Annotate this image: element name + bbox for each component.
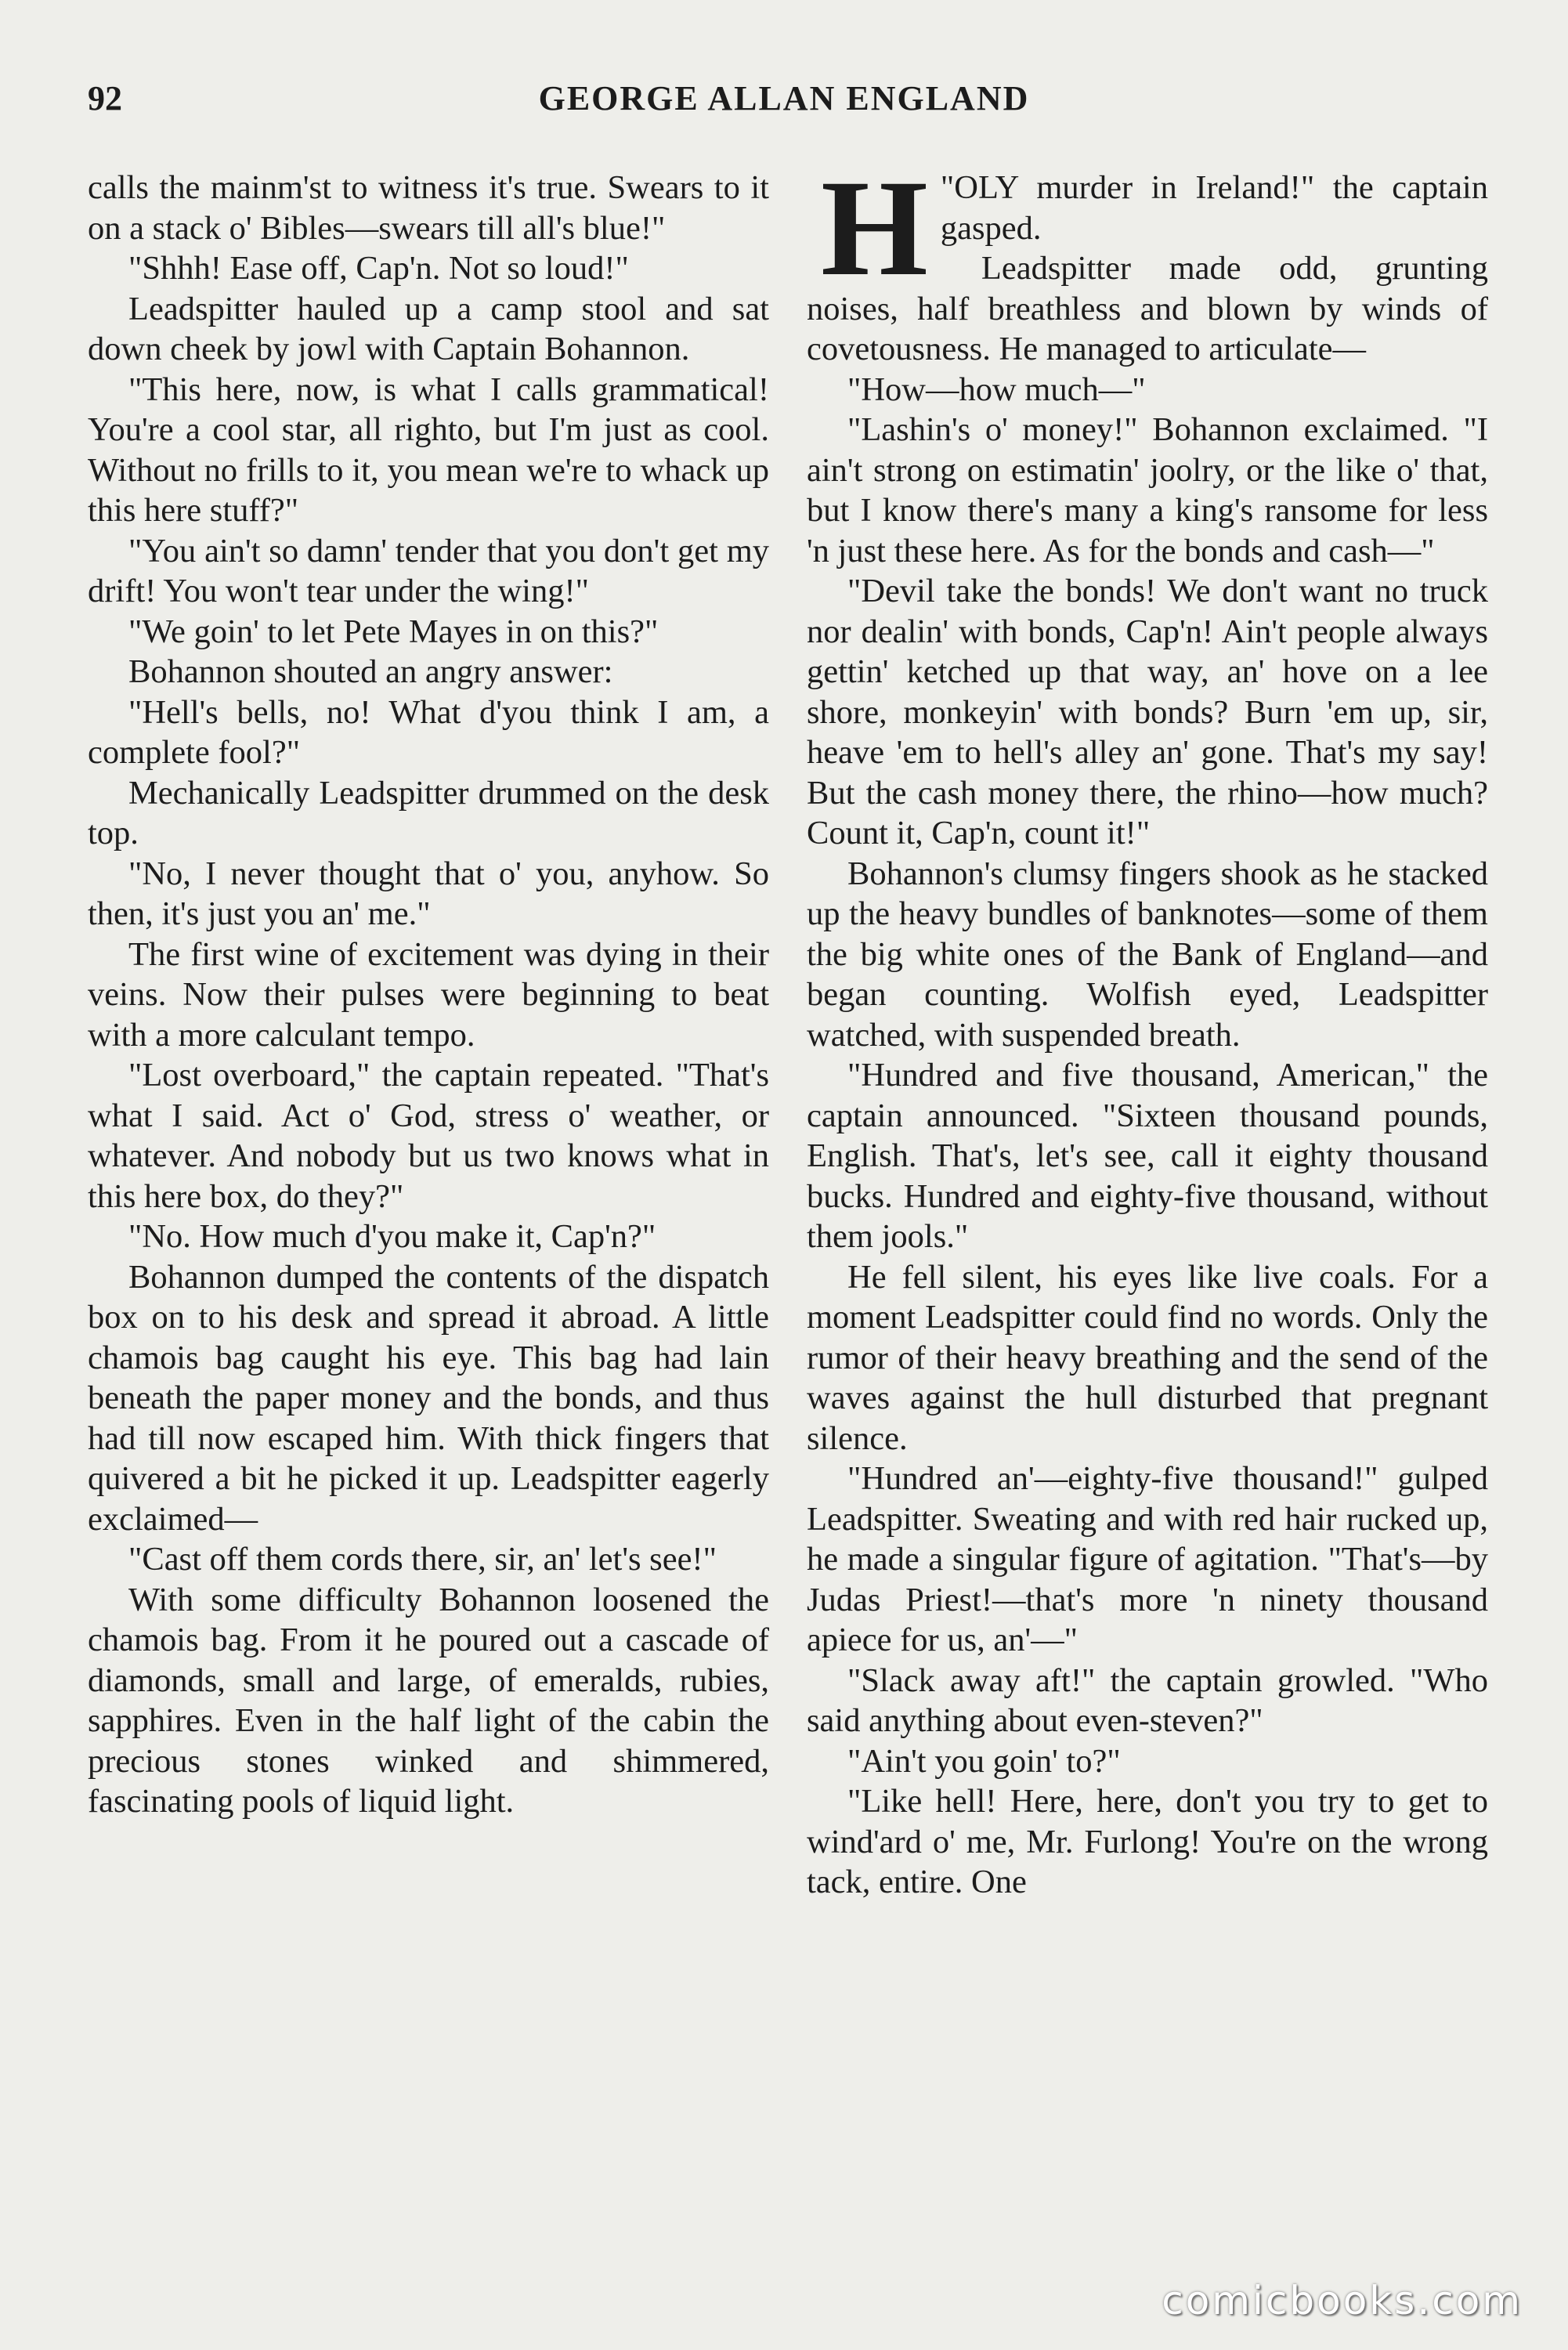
opening-quote: " bbox=[940, 169, 955, 206]
paragraph: "Ain't you goin' to?" bbox=[847, 1742, 1121, 1780]
paragraph: calls the mainm'st to witness it's true. Swears to it on a stack o' Bibles—swears till all's blue!" bbox=[88, 169, 769, 247]
paragraph: Bohannon's clumsy fingers shook as he stacked up the heavy bundles of banknotes—some of them the big white ones of the Bank of England—and began counting. Wolfish eyed, Leadspitter watched, with suspended breath. bbox=[807, 855, 1488, 1054]
paragraph: "Hell's bells, no! What d'you think I am, a complete fool?" bbox=[88, 693, 769, 771]
running-title: GEORGE ALLAN ENGLAND bbox=[538, 79, 1030, 118]
page-number: 92 bbox=[88, 79, 122, 118]
paragraph: "Slack away aft!" the captain growled. "Who said anything about even-steven?" bbox=[807, 1661, 1488, 1739]
paragraph: "Lost overboard," the captain repeated. "That's what I said. Act o' God, stress o' weather, or whatever. And nobody but us two knows what in this here box, do they?" bbox=[88, 1057, 769, 1215]
paragraph: He fell silent, his eyes like live coals. For a moment Leadspitter could find no words. Only the rumor of their heavy breathing and the send of the waves against the hull disturbed that pregnant silence. bbox=[807, 1258, 1488, 1457]
paragraph: Mechanically Leadspitter drummed on the desk top. bbox=[88, 774, 769, 851]
paragraph: The first wine of excitement was dying in their veins. Now their pulses were beginning to beat with a more calculant tempo. bbox=[88, 935, 769, 1054]
drop-cap-letter: H bbox=[821, 152, 928, 305]
right-column-paragraphs bbox=[807, 248, 1488, 1903]
watermark: comicbooks.com bbox=[1162, 2278, 1523, 2323]
paragraph: "No. How much d'you make it, Cap'n?" bbox=[128, 1218, 656, 1255]
paragraph: "Shhh! Ease off, Cap'n. Not so loud!" bbox=[128, 250, 629, 287]
paragraph: "No, I never thought that o' you, anyhow. So then, it's just you an' me." bbox=[88, 855, 769, 932]
paragraph: "You ain't so damn' tender that you don't get my drift! You won't tear under the wing!" bbox=[88, 532, 769, 609]
paragraph: "Hundred an'—eighty-five thousand!" gulped Leadspitter. Sweating and with red hair rucked up, he made a singular figure of agitation. "That's—by Judas Priest!—that's more 'n ninety thousand apiece for us, an'—" bbox=[807, 1460, 1488, 1658]
drop-cap-paragraph-text: OLY murder in Ireland!" the captain gasped. bbox=[940, 169, 1488, 247]
paragraph: With some difficulty Bohannon loosened the chamois bag. From it he poured out a cascade of diamonds, small and large, of emeralds, rubies, sapphires. Even in the half light of the cabin the precious stones winked and shimmered, fascinating pools of liquid light. bbox=[88, 1581, 769, 1820]
paragraph: Leadspitter hauled up a camp stool and sat down cheek by jowl with Captain Bohannon. bbox=[88, 290, 769, 367]
drop-cap-paragraph bbox=[807, 152, 1488, 305]
paragraph: Leadspitter made odd, grunting noises, half breathless and blown by winds of covetousness. He managed to articulate— bbox=[807, 250, 1488, 367]
left-text-column bbox=[88, 168, 769, 1822]
paragraph: Bohannon dumped the contents of the dispatch box on to his desk and spread it abroad. A little chamois bag caught his eye. This bag had lain beneath the paper money and the bonds, and thus had till now escaped him. With thick fingers that quivered a bit he picked it up. Leadspitter eagerly exclaimed— bbox=[88, 1258, 769, 1538]
paragraph: "Lashin's o' money!" Bohannon exclaimed. "I ain't strong on estimatin' joolry, or the like o' that, but I know there's many a king's ransome for less 'n just these here. As for the bonds and cash—" bbox=[807, 411, 1488, 569]
paragraph: "How—how much—" bbox=[847, 371, 1146, 408]
paragraph: "Hundred and five thousand, American," the captain announced. "Sixteen thousand pounds, English. That's, let's see, call it eighty thousand bucks. Hundred and eighty-five thousand, without them jools." bbox=[807, 1057, 1488, 1255]
paragraph: "We goin' to let Pete Mayes in on this?" bbox=[128, 613, 659, 650]
right-text-column bbox=[807, 152, 1488, 1903]
paragraph: "This here, now, is what I calls grammatical! You're a cool star, all righto, but I'm just as cool. Without no frills to it, you mean we're to whack up this here stuff?" bbox=[88, 371, 769, 529]
paragraph: "Cast off them cords there, sir, an' let's see!" bbox=[128, 1541, 717, 1578]
paragraph: Bohannon shouted an angry answer: bbox=[128, 653, 613, 690]
page-header bbox=[0, 78, 1568, 133]
paragraph: "Devil take the bonds! We don't want no truck nor dealin' with bonds, Cap'n! Ain't people always gettin' ketched up that way, an' hove on a lee shore, monkeyin' with bonds? Burn 'em up, sir, heave 'em to hell's alley an' gone. That's my say! But the cash money there, the rhino—how much? Count it, Cap'n, count it!" bbox=[807, 573, 1488, 851]
paragraph: "Like hell! Here, here, don't you try to get to wind'ard o' me, Mr. Furlong! You're on the wrong tack, entire. One bbox=[807, 1783, 1488, 1900]
